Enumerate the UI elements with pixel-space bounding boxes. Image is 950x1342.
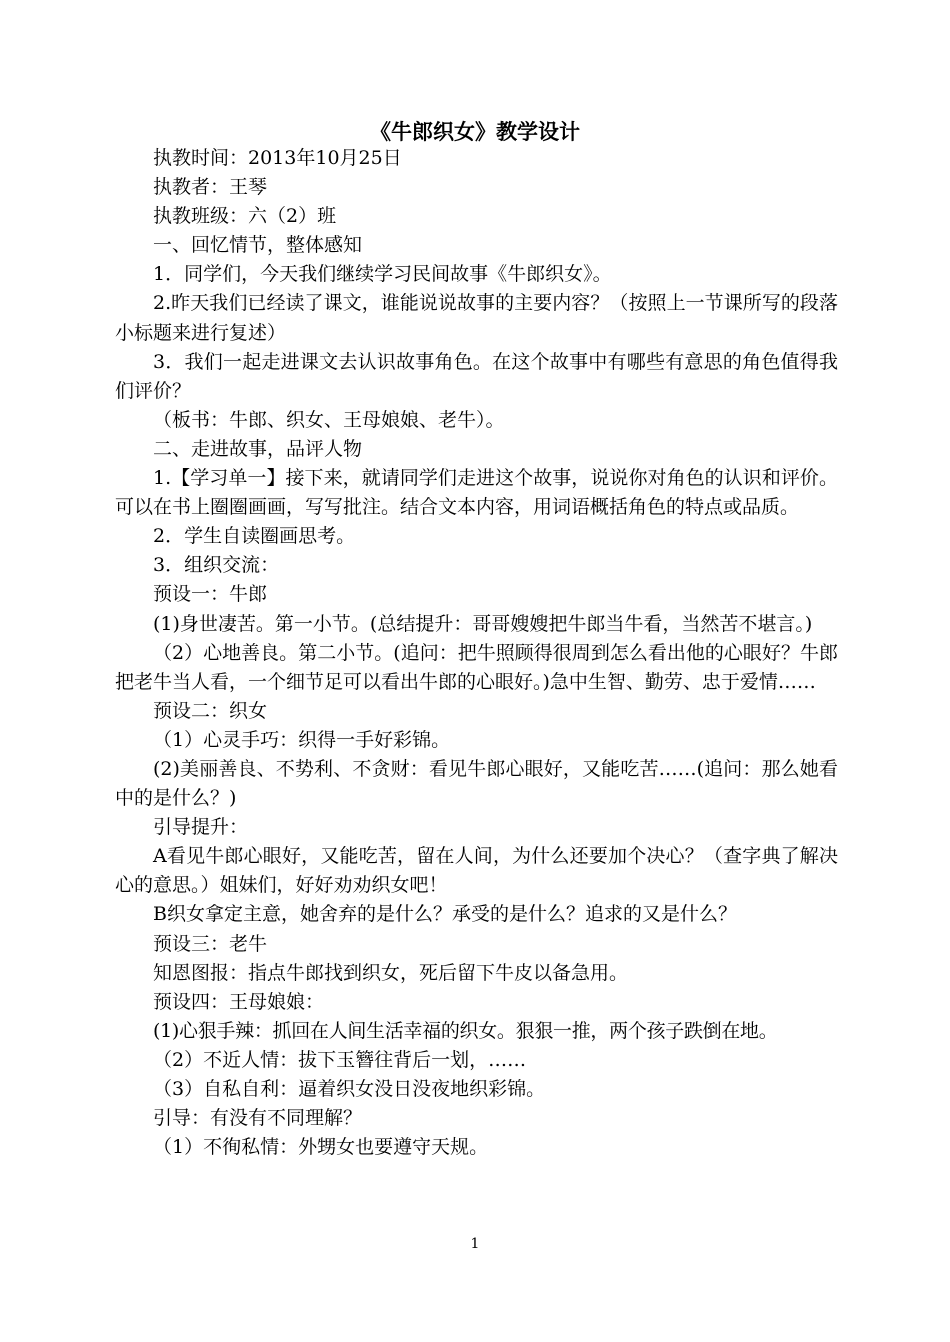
preset-heading: 预设二：织女	[153, 699, 268, 722]
paragraph: 1.【学习单一】接下来，就请同学们走进这个故事，说说你对角色的认识和评价。可以在书上圈圈画画，写写批注。结合文本内容，用词语概括角色的特点或品质。	[115, 467, 838, 519]
paragraph: （板书：牛郎、织女、王母娘娘、老牛）。	[153, 408, 505, 431]
preset-heading: 预设四：王母娘娘：	[153, 990, 325, 1013]
paragraph: (2)美丽善良、不势利、不贪财：看见牛郎心眼好，又能吃苦……(追问：那么她看中的是什么？)	[115, 757, 838, 810]
paragraph: 1．同学们，今天我们继续学习民间故事《牛郎织女》。	[153, 263, 612, 286]
teaching-time-line: 执教时间：2013年10月25日	[153, 147, 402, 169]
paragraph: 3．我们一起走进课文去认识故事角色。在这个故事中有哪些有意思的角色值得我们评价？	[115, 350, 838, 402]
preset-heading: 预设三：老牛	[153, 932, 268, 955]
paragraph: 2．学生自读圈画思考。	[153, 525, 356, 548]
paragraph: 引导提升：	[153, 816, 249, 839]
paragraph: (1)身世凄苦。第一小节。(总结提升：哥哥嫂嫂把牛郎当牛看，当然苦不堪言。)	[153, 612, 813, 635]
section-heading-2: 二、走进故事，品评人物	[153, 437, 363, 460]
paragraph: B织女拿定主意，她舍弃的是什么？承受的是什么？追求的又是什么？	[153, 903, 737, 926]
document-title: 《牛郎织女》教学设计	[370, 119, 580, 144]
paragraph: （3）自私自利：逼着织女没日没夜地织彩锦。	[153, 1078, 546, 1100]
page-number: 1	[470, 1236, 480, 1252]
paragraph: （2）心地善良。第二小节。(追问：把牛照顾得很周到怎么看出他的心眼好？牛郎把老牛当人看，一个细节足可以看出牛郎的心眼好。)急中生智、勤劳、忠于爱情……	[115, 641, 838, 693]
paragraph: 知恩图报：指点牛郎找到织女，死后留下牛皮以备急用。	[153, 961, 629, 984]
class-line: 执教班级：六（2）班	[153, 205, 337, 228]
section-heading-1: 一、回忆情节，整体感知	[153, 234, 363, 257]
paragraph: (1)心狠手辣：抓回在人间生活幸福的织女。狠狠一推，两个孩子跌倒在地。	[153, 1019, 778, 1042]
paragraph: （1）心灵手巧：织得一手好彩锦。	[153, 728, 451, 751]
paragraph: （2）不近人情：拔下玉簪往背后一划，……	[153, 1048, 527, 1071]
paragraph: （1）不徇私情：外甥女也要遵守天规。	[153, 1136, 489, 1159]
preset-heading: 预设一：牛郎	[153, 583, 268, 606]
paragraph: A看见牛郎心眼好，又能吃苦，留在人间，为什么还要加个决心？（查字典了解决心的意思。）姐妹们，好好劝劝织女吧！	[115, 845, 838, 897]
document-body	[115, 144, 838, 1162]
paragraph: 引导：有没有不同理解？	[153, 1107, 363, 1130]
paragraph: 2.昨天我们已经读了课文，谁能说说故事的主要内容？（按照上一节课所写的段落小标题来进行复述）	[115, 292, 838, 344]
teacher-line: 执教者：王琴	[153, 176, 268, 199]
paragraph: 3．组织交流：	[153, 554, 280, 577]
